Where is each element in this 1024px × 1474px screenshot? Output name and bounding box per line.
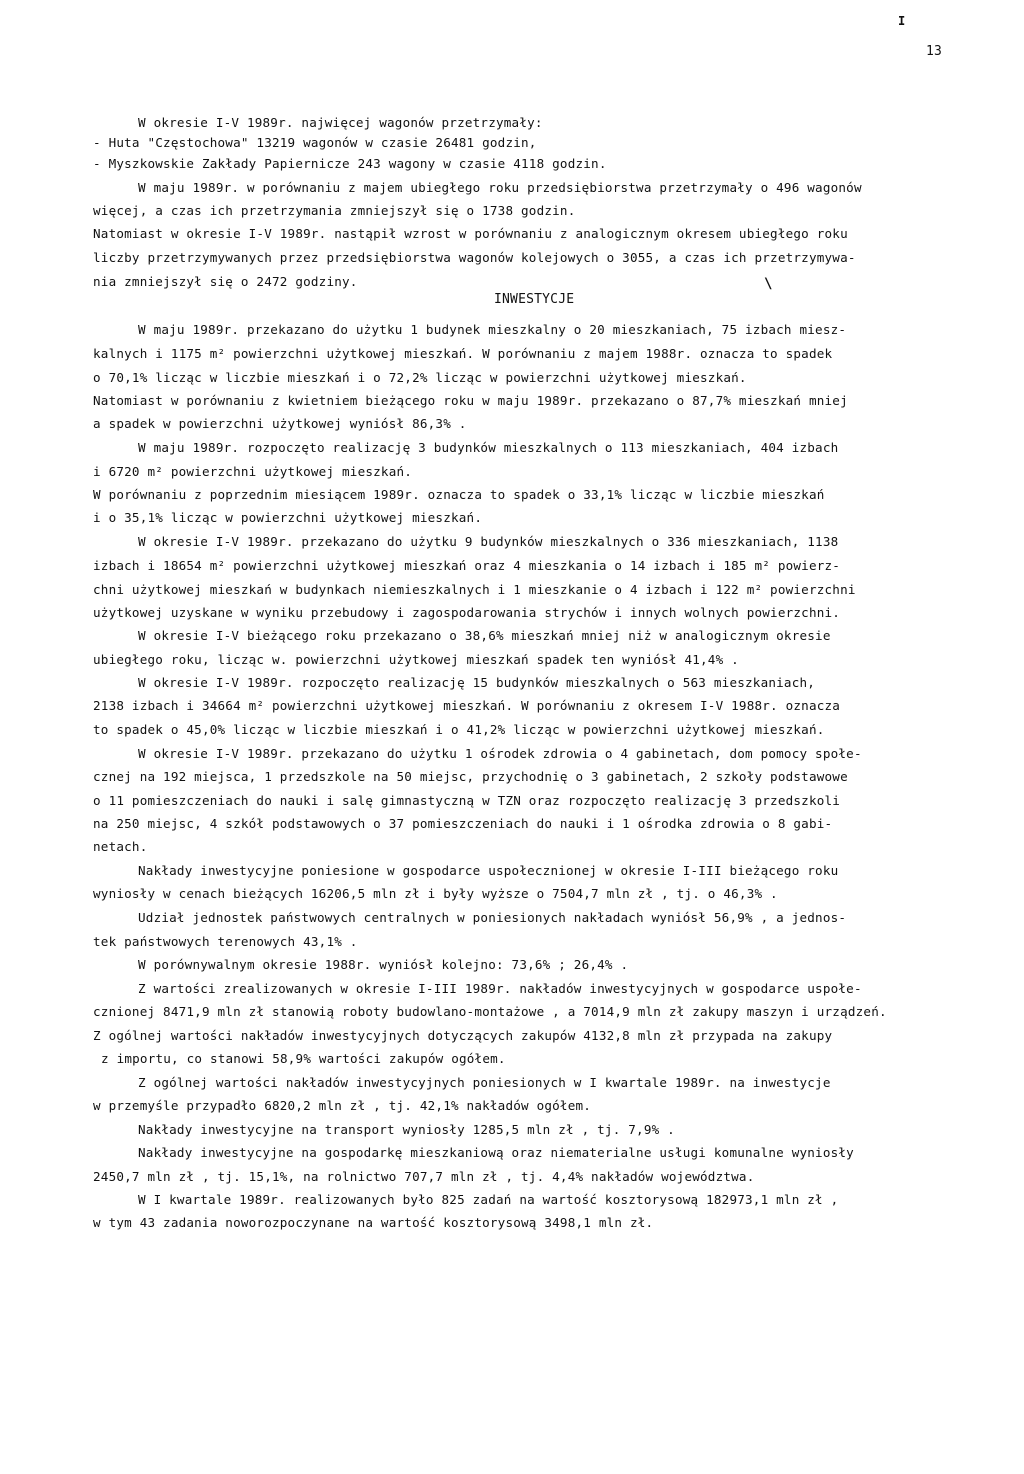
text-line: netach. bbox=[93, 839, 148, 854]
text-line: W maju 1989r. w porównaniu z majem ubiegłego roku przedsiębiorstwa przetrzymały o 496 wagonów bbox=[138, 180, 862, 195]
text-line: W porównaniu z poprzednim miesiącem 1989r. oznacza to spadek o 33,1% licząc w liczbie mieszkań bbox=[93, 487, 825, 502]
text-line: Nakłady inwestycyjne na gospodarkę mieszkaniową oraz niematerialne usługi komunalne wyniosły bbox=[138, 1145, 854, 1160]
text-line: Nakłady inwestycyjne na transport wyniosły 1285,5 mln zł , tj. 7,9% . bbox=[138, 1122, 675, 1137]
text-line: Z ogólnej wartości nakładów inwestycyjnych dotyczących zakupów 4132,8 mln zł przypada na zakupy bbox=[93, 1028, 833, 1043]
text-line: W okresie I-V 1989r. rozpoczęto realizację 15 budynków mieszkalnych o 563 mieszkaniach, bbox=[138, 675, 816, 690]
stray-mark: \ bbox=[764, 276, 773, 292]
text-line: W porównywalnym okresie 1988r. wyniósł kolejno: 73,6% ; 26,4% . bbox=[138, 957, 629, 972]
text-line: cznionej 8471,9 mln zł stanowią roboty budowlano-montażowe , a 7014,9 mln zł zakupy maszyn i urządzeń. bbox=[93, 1004, 887, 1019]
text-line: o 11 pomieszczeniach do nauki i salę gimnastyczną w TZN oraz rozpoczęto realizację 3 przedszkoli bbox=[93, 793, 841, 808]
text-line: w tym 43 zadania noworozpoczynane na wartość kosztorysową 3498,1 mln zł. bbox=[93, 1215, 654, 1230]
text-line: w przemyśle przypadło 6820,2 mln zł , tj. 42,1% nakładów ogółem. bbox=[93, 1098, 592, 1113]
corner-mark: I bbox=[898, 14, 906, 28]
text-line: i 6720 m² powierzchni użytkowej mieszkań. bbox=[93, 464, 413, 479]
text-line: W maju 1989r. przekazano do użytku 1 budynek mieszkalny o 20 mieszkaniach, 75 izbach miesz- bbox=[138, 322, 847, 337]
text-line: liczby przetrzymywanych przez przedsiębiorstwa wagonów kolejowych o 3055, a czas ich przetrzymywa- bbox=[93, 250, 856, 265]
text-line: wyniosły w cenach bieżących 16206,5 mln zł i były wyższe o 7504,7 mln zł , tj. o 46,3% . bbox=[93, 886, 778, 901]
text-line: i o 35,1% licząc w powierzchni użytkowej mieszkań. bbox=[93, 510, 483, 525]
text-line: z importu, co stanowi 58,9% wartości zakupów ogółem. bbox=[101, 1051, 506, 1066]
text-line: to spadek o 45,0% licząc w liczbie mieszkań i o 41,2% licząc w powierzchni użytkowej mieszkań. bbox=[93, 722, 825, 737]
text-line: cznej na 192 miejsca, 1 przedszkole na 50 miejsc, przychodnię o 3 gabinetach, 2 szkoły podstawowe bbox=[93, 769, 848, 784]
text-line: a spadek w powierzchni użytkowej wyniósł 86,3% . bbox=[93, 416, 467, 431]
text-line: o 70,1% licząc w liczbie mieszkań i o 72,2% licząc w powierzchni użytkowej mieszkań. bbox=[93, 370, 747, 385]
text-line: kalnych i 1175 m² powierzchni użytkowej mieszkań. W porównaniu z majem 1988r. oznacza to spadek bbox=[93, 346, 833, 361]
text-line: W maju 1989r. rozpoczęto realizację 3 budynków mieszkalnych o 113 mieszkaniach, 404 izbach bbox=[138, 440, 839, 455]
text-line: 2138 izbach i 34664 m² powierzchni użytkowej mieszkań. W porównaniu z okresem I-V 1988r. oznacza bbox=[93, 698, 841, 713]
text-line: nia zmniejszył się o 2472 godziny. bbox=[93, 274, 358, 289]
text-line: więcej, a czas ich przetrzymania zmniejszył się o 1738 godzin. bbox=[93, 203, 576, 218]
text-line: Z ogólnej wartości nakładów inwestycyjnych poniesionych w I kwartale 1989r. na inwestycje bbox=[138, 1075, 831, 1090]
text-line: Natomiast w okresie I-V 1989r. nastąpił wzrost w porównaniu z analogicznym okresem ubiegłego roku bbox=[93, 226, 848, 241]
text-line: tek państwowych terenowych 43,1% . bbox=[93, 934, 358, 949]
text-line: - Myszkowskie Zakłady Papiernicze 243 wagony w czasie 4118 godzin. bbox=[93, 156, 607, 171]
text-line: Nakłady inwestycyjne poniesione w gospodarce uspołecznionej w okresie I-III bieżącego roku bbox=[138, 863, 839, 878]
text-line: ubiegłego roku, licząc w. powierzchni użytkowej mieszkań spadek ten wyniósł 41,4% . bbox=[93, 652, 739, 667]
section-heading: INWESTYCJE bbox=[494, 292, 575, 307]
text-line: Natomiast w porównaniu z kwietniem bieżącego roku w maju 1989r. przekazano o 87,7% mieszkań mniej bbox=[93, 393, 848, 408]
text-line: W okresie I-V 1989r. przekazano do użytku 1 ośrodek zdrowia o 4 gabinetach, dom pomocy społe- bbox=[138, 746, 862, 761]
text-line: użytkowej uzyskane w wyniku przebudowy i zagospodarowania strychów i innych wolnych powierzchni. bbox=[93, 605, 841, 620]
text-line: izbach i 18654 m² powierzchni użytkowej mieszkań oraz 4 mieszkania o 14 izbach i 185 m² powierz- bbox=[93, 558, 841, 573]
text-line: chni użytkowej mieszkań w budynkach niemieszkalnych i 1 mieszkanie o 4 izbach i 122 m² powierzchni bbox=[93, 582, 856, 597]
text-line: W okresie I-V bieżącego roku przekazano o 38,6% mieszkań mniej niż w analogicznym okresie bbox=[138, 628, 831, 643]
text-line: Z wartości zrealizowanych w okresie I-III 1989r. nakładów inwestycyjnych w gospodarce uspołe- bbox=[138, 981, 862, 996]
text-line: W okresie I-V 1989r. przekazano do użytku 9 budynków mieszkalnych o 336 mieszkaniach, 1138 bbox=[138, 534, 839, 549]
text-line: - Huta "Częstochowa" 13219 wagonów w czasie 26481 godzin, bbox=[93, 135, 537, 150]
text-line: Udział jednostek państwowych centralnych w poniesionych nakładach wyniósł 56,9% , a jednos- bbox=[138, 910, 847, 925]
page-number: 13 bbox=[926, 44, 943, 59]
text-line: W I kwartale 1989r. realizowanych było 825 zadań na wartość kosztorysową 182973,1 mln zł , bbox=[138, 1192, 839, 1207]
text-line: 2450,7 mln zł , tj. 15,1%, na rolnictwo 707,7 mln zł , tj. 4,4% nakładów województwa. bbox=[93, 1169, 755, 1184]
text-line: W okresie I-V 1989r. najwięcej wagonów przetrzymały: bbox=[138, 115, 543, 130]
text-line: na 250 miejsc, 4 szkół podstawowych o 37 pomieszczeniach do nauki i 1 ośrodka zdrowia o 8 gabi- bbox=[93, 816, 833, 831]
